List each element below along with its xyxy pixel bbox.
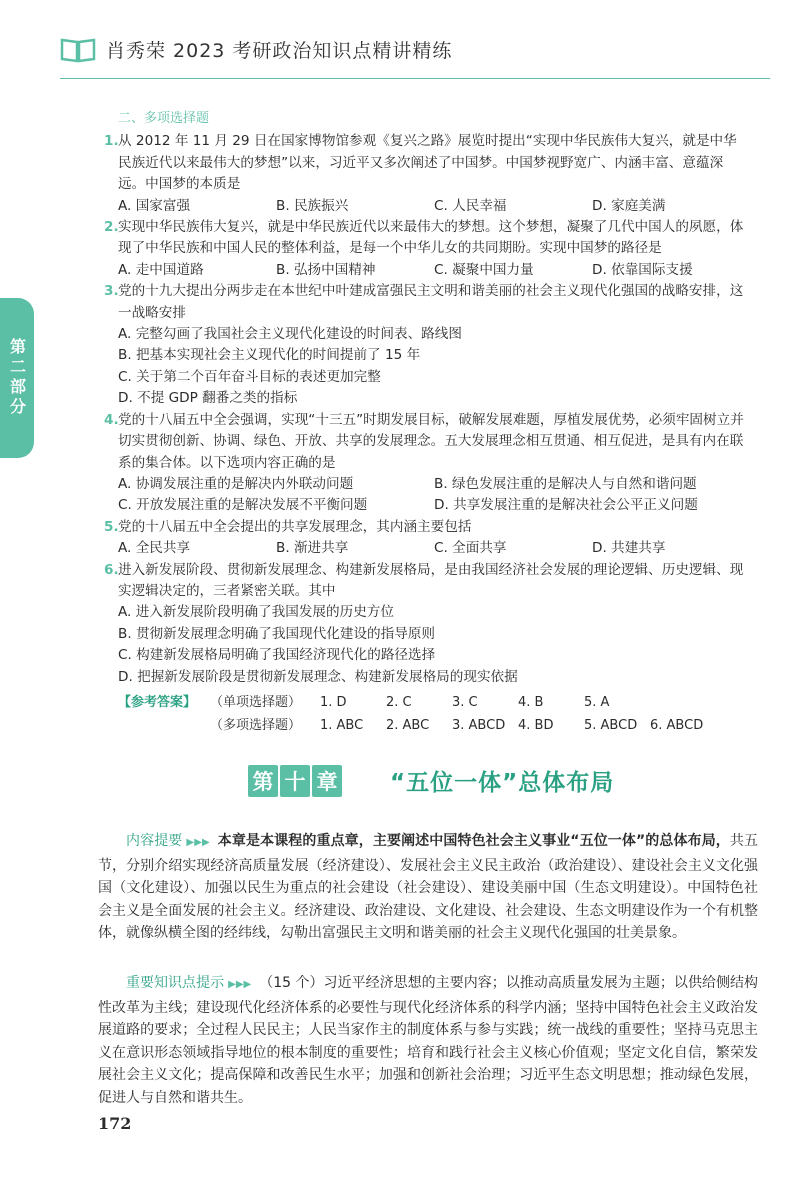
question-stem: 实现中华民族伟大复兴，就是中华民族近代以来最伟大的梦想。这个梦想，凝聚了几代中国人的夙愿，体现了中华民族和中国人民的整体利益，是每一个中华儿女的共同期盼。实现中国梦的路径是 <box>118 219 744 257</box>
answer-item: 3. C <box>452 694 478 710</box>
option-d: D. 不提 GDP 翻番之类的指标 <box>118 390 298 407</box>
option-a: A. 走中国道路 <box>118 261 204 278</box>
part-side-tab-label: 第二部分 <box>7 338 27 418</box>
option-d: D. 家庭美满 <box>592 197 666 214</box>
option-d: D. 把握新发展阶段是贯彻新发展理念、构建新发展格局的现实依据 <box>118 668 518 685</box>
option-row <box>118 538 750 559</box>
option-c: C. 构建新发展格局明确了我国经济现代化的路径选择 <box>118 647 436 664</box>
option-c: C. 关于第二个百年奋斗目标的表述更加完整 <box>118 368 381 385</box>
option-row <box>118 260 750 281</box>
exercise-section <box>104 108 750 737</box>
question-stem: 进入新发展阶段、贯彻新发展理念、构建新发展格局，是由我国经济社会发展的理论逻辑、历史逻辑、现实逻辑决定的，三者紧密关联。其中 <box>118 561 744 599</box>
question-4 <box>104 410 750 517</box>
multi-choice-label: （多项选择题） <box>210 718 302 734</box>
key-points <box>98 972 758 1110</box>
running-header <box>60 36 452 63</box>
question-5 <box>104 517 750 560</box>
book-icon <box>60 37 96 63</box>
section-title: 二、多项选择题 <box>118 111 210 126</box>
single-choice-label: （单项选择题） <box>210 694 302 710</box>
content-summary-text: 共五节，分别介绍实现经济高质量发展（经济建设）、发展社会主义民主政治（政治建设）、建设社会主义文化强国（文化建设）、加强以民生为重点的社会建设（社会建设）、建设美丽中国（生态文明建设）。中国特色社会主义是全面发展的社会主义。经济建设、政治建设、文化建设、社会建设、生态文明建设作为一个有机整体，就像纵横全图的经纬线，勾勒出富强民主文明和谐美丽的社会主义现代化强国的壮美景象。 <box>98 833 759 942</box>
option-row <box>118 495 750 516</box>
content-summary-label: 内容提要 <box>126 833 183 849</box>
option-c: C. 开放发展注重的是解决发展不平衡问题 <box>118 497 368 514</box>
book-title: 肖秀荣 2023 考研政治知识点精讲精练 <box>106 40 453 62</box>
question-stem: 党的十九大提出分两步走在本世纪中叶建成富强民主文明和谐美丽的社会主义现代化强国的战略安排，这一战略安排 <box>118 283 744 321</box>
chapter-heading <box>248 764 614 797</box>
question-number: 3. <box>104 283 119 300</box>
option-b: B. 把基本实现社会主义现代化的时间提前了 15 年 <box>118 347 421 364</box>
header-divider <box>60 78 770 79</box>
question-3 <box>104 281 750 409</box>
question-1 <box>104 131 750 217</box>
option-a: A. 全民共享 <box>118 540 191 557</box>
question-stem: 党的十八届五中全会提出的共享发展理念，其内涵主要包括 <box>118 518 472 535</box>
question-number: 1. <box>104 133 119 150</box>
option-c: C. 人民幸福 <box>434 197 507 214</box>
answer-item: 4. BD <box>518 718 554 734</box>
option-d: D. 共建共享 <box>592 540 666 557</box>
option-d: D. 依靠国际支援 <box>592 261 693 278</box>
question-stem: 从 2012 年 11 月 29 日在国家博物馆参观《复兴之路》展览时提出“实现中华民族伟大复兴，就是中华民族近代以来最伟大的梦想”以来，习近平又多次阐述了中国梦。中国梦视野宽广、内涵丰富、意蕴深远。中国梦的本质是 <box>118 133 737 193</box>
answer-item: 3. ABCD <box>452 718 506 734</box>
answer-item: 5. ABCD <box>584 718 638 734</box>
option-b: B. 贯彻新发展理念明确了我国现代化建设的指导原则 <box>118 625 436 642</box>
answer-key-label: 【参考答案】 <box>118 694 197 710</box>
option-c: C. 全面共享 <box>434 540 507 557</box>
question-number: 5. <box>104 518 119 535</box>
option-b: B. 弘扬中国精神 <box>276 261 376 278</box>
answer-key <box>118 692 750 737</box>
option-a: A. 完整勾画了我国社会主义现代化建设的时间表、路线图 <box>118 326 462 343</box>
triple-arrow-icon: ▶▶▶ <box>228 979 252 990</box>
option-b: B. 渐进共享 <box>276 540 349 557</box>
answer-item: 6. ABCD <box>650 718 704 734</box>
content-summary <box>98 830 758 945</box>
option-b: B. 绿色发展注重的是解决人与自然和谐问题 <box>434 475 697 492</box>
question-stem: 党的十八届五中全会强调，实现“十三五”时期发展目标，破解发展难题，厚植发展优势，必须牢固树立并切实贯彻创新、协调、绿色、开放、共享的发展理念。五大发展理念相互贯通、相互促进，是具有内在联系的集合体。以下选项内容正确的是 <box>118 411 744 471</box>
answer-item: 5. A <box>584 694 610 710</box>
option-c: C. 凝聚中国力量 <box>434 261 534 278</box>
triple-arrow-icon: ▶▶▶ <box>186 837 210 848</box>
answer-item: 2. C <box>386 694 412 710</box>
part-side-tab <box>0 298 34 458</box>
question-number: 4. <box>104 411 119 428</box>
page-number: 172 <box>98 1114 132 1133</box>
question-number: 2. <box>104 219 119 236</box>
chapter-char: 第 <box>248 765 278 797</box>
chapter-char: 十 <box>280 765 310 797</box>
option-row <box>118 474 750 495</box>
option-a: A. 国家富强 <box>118 197 191 214</box>
key-points-text: （15 个）习近平经济思想的主要内容；以推动高质量发展为主题；以供给侧结构性改革为主线；建设现代化经济体系的必要性与现代化经济体系的科学内涵；坚持中国特色社会主义政治发展道路的要求；全过程人民民主；人民当家作主的制度体系与参与实践；统一战线的重要性；坚持马克思主义在意识形态领域指导地位的根本制度的重要性；培育和践行社会主义核心价值观；坚定文化自信，繁荣发展社会主义文化；提高保障和改善民生水平；加强和创新社会治理；习近平生态文明思想；推动绿色发展，促进人与自然和谐共生。 <box>98 975 759 1106</box>
content-summary-lead: 本章是本课程的重点章，主要阐述中国特色社会主义事业“五位一体”的总体布局， <box>217 833 730 849</box>
chapter-char: 章 <box>312 765 342 797</box>
key-points-label: 重要知识点提示 <box>126 975 225 991</box>
question-6 <box>104 560 750 688</box>
answer-item: 1. D <box>320 694 347 710</box>
answer-item: 4. B <box>518 694 544 710</box>
option-row <box>118 196 750 217</box>
answer-item: 1. ABC <box>320 718 364 734</box>
option-a: A. 进入新发展阶段明确了我国发展的历史方位 <box>118 604 394 621</box>
option-a: A. 协调发展注重的是解决内外联动问题 <box>118 475 354 492</box>
option-b: B. 民族振兴 <box>276 197 349 214</box>
question-2 <box>104 217 750 281</box>
option-d: D. 共享发展注重的是解决社会公平正义问题 <box>434 497 698 514</box>
chapter-number-box <box>248 765 344 797</box>
chapter-title: “五位一体”总体布局 <box>390 770 615 796</box>
question-number: 6. <box>104 561 119 578</box>
answer-item: 2. ABC <box>386 718 430 734</box>
